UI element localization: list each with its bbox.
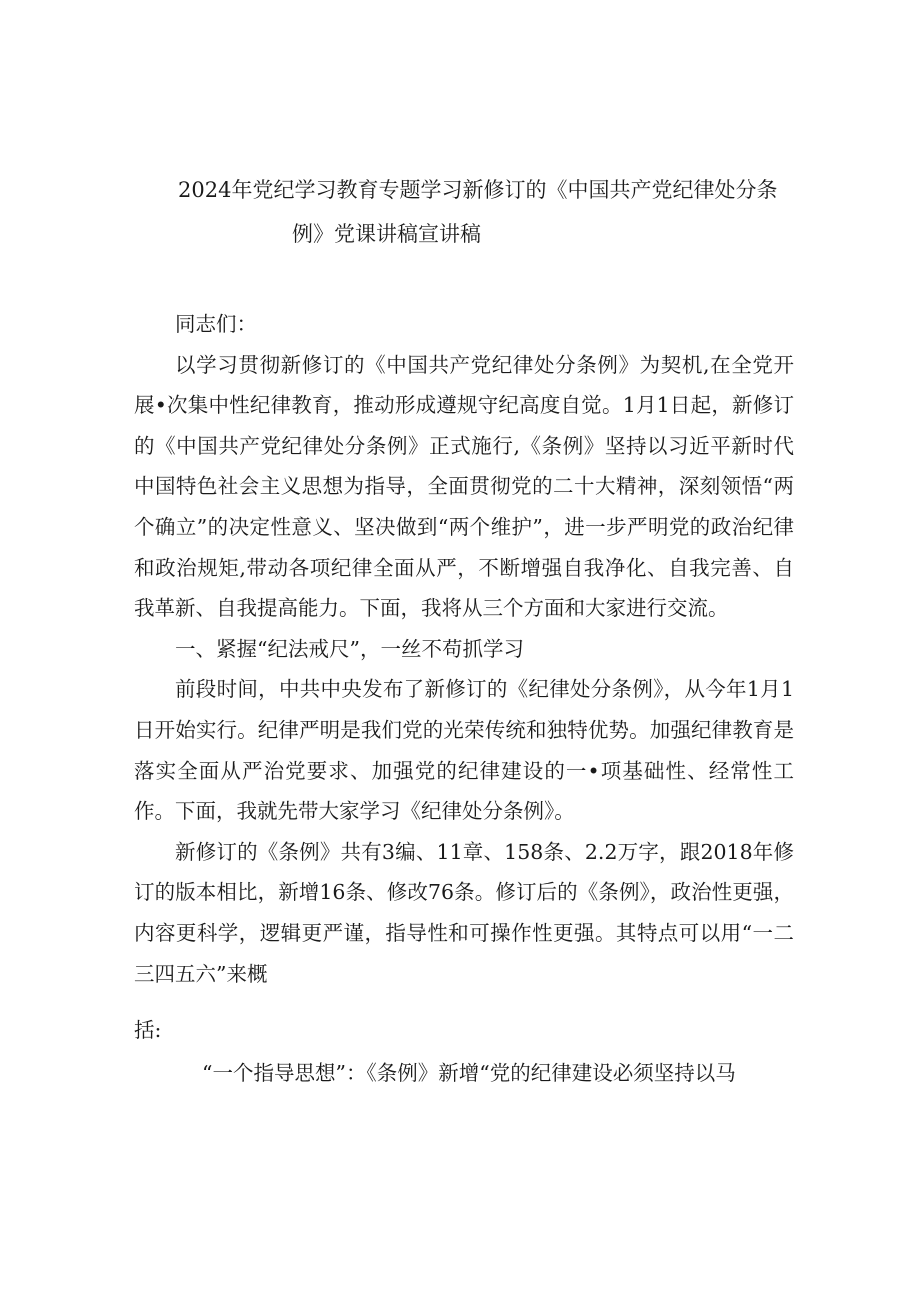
title-line-2: 例》党课讲稿宣讲稿	[292, 222, 481, 246]
paragraph-continuation: 括:	[134, 1018, 162, 1043]
paragraph-1: 前段时间，中共中央发布了新修订的《纪律处分条例》，从今年1月1日开始实行。纪律严明是我们党的光荣传统和独特优势。加强纪律教育是落实全面从严治党要求、加强党的纪律建设的一•项基础性、经常性工作。下面，我就先带大家学习《纪律处分条例》。	[134, 677, 794, 824]
paragraph-2: 新修订的《条例》共有3编、11章、158条、2.2万字，跟2018年修订的版本相比，新增16条、修改76条。修订后的《条例》，政治性更强，内容更科学，逻辑更严谨，指导性和可操作性更强。其特点可以用“一二三四五六”来概	[134, 839, 794, 986]
paragraph-intro: 以学习贯彻新修订的《中国共产党纪律处分条例》为契机,在全党开展•次集中性纪律教育，推动形成遵规守纪高度自觉。1月1日起，新修订的《中国共产党纪律处分条例》正式施行,《条例》坚持以习近平新时代中国特色社会主义思想为指导，全面贯彻党的二十大精神，深刻领悟“两个确立”的决定性意义、坚决做到“两个维护”，进一步严明党的政治纪律和政治规矩,带动各项纪律全面从严，不断增强自我净化、自我完善、自我革新、自我提高能力。下面，我将从三个方面和大家进行交流。	[134, 352, 794, 621]
document-body	[134, 304, 794, 1093]
document-title	[178, 168, 818, 256]
title-line-1: 2024年党纪学习教育专题学习新修订的《中国共产党纪律处分条	[178, 178, 778, 202]
paragraph-3: “一个指导思想”：《条例》新增“党的纪律建设必须坚持以马	[202, 1060, 736, 1085]
section-heading-1: 一、紧握“纪法戒尺”，一丝不苟抓学习	[175, 636, 524, 661]
greeting: 同志们：	[175, 312, 257, 336]
